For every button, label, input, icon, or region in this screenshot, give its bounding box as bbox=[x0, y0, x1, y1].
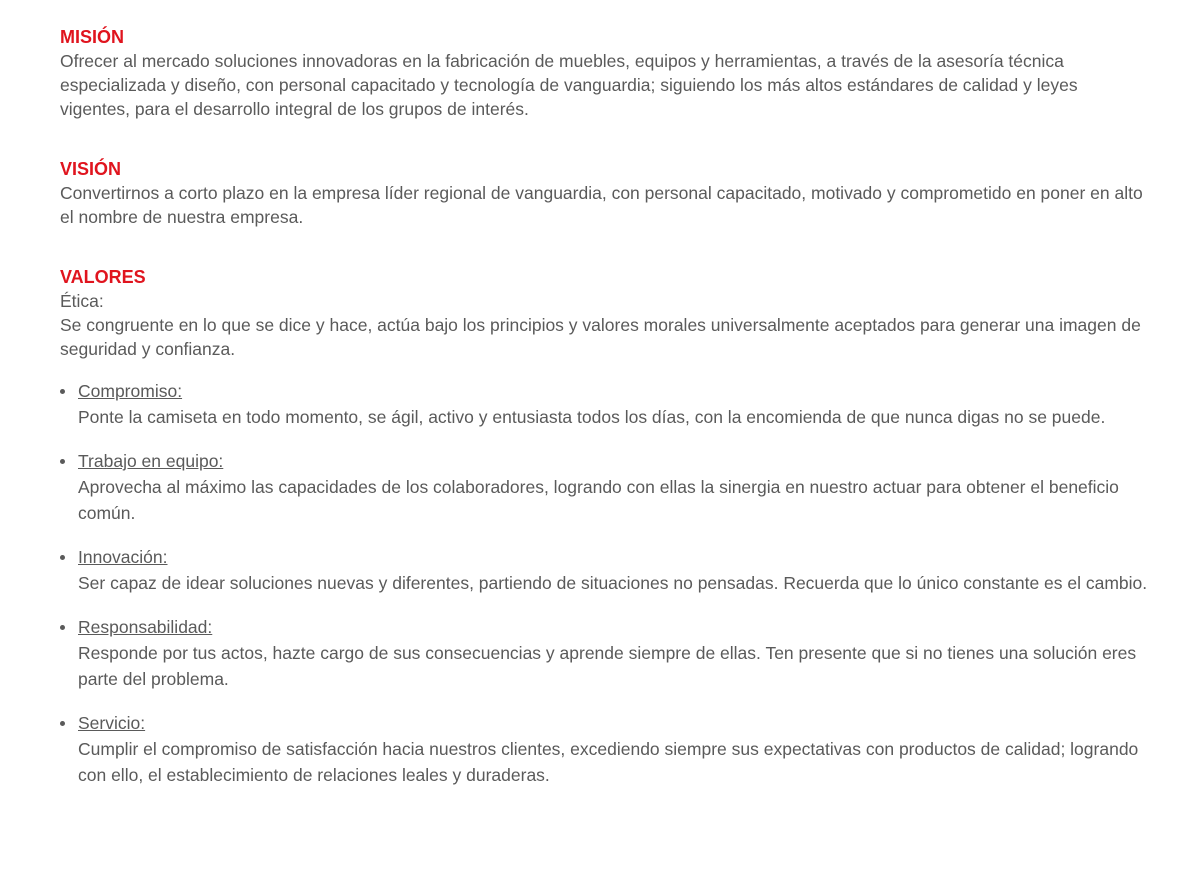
bullet-icon bbox=[60, 625, 65, 630]
value-item-trabajo-en-equipo bbox=[60, 448, 1150, 526]
vision-text: Convertirnos a corto plazo en la empresa líder regional de vanguardia, con personal capacitado, motivado y comprometido en poner en alto el nombre de nuestra empresa. bbox=[60, 183, 1143, 227]
bullet-icon bbox=[60, 721, 65, 726]
mision-heading: MISIÓN bbox=[60, 27, 125, 47]
vision-heading: VISIÓN bbox=[60, 159, 122, 179]
valores-section bbox=[60, 265, 1150, 361]
value-description: Ponte la camiseta en todo momento, se ágil, activo y entusiasta todos los días, con la encomienda de que nunca digas no se puede. bbox=[78, 407, 1106, 427]
value-item-servicio bbox=[60, 710, 1150, 788]
value-title: Responsabilidad: bbox=[78, 617, 213, 637]
mision-section bbox=[60, 25, 1150, 121]
bullet-icon bbox=[60, 555, 65, 560]
value-item-compromiso bbox=[60, 378, 1150, 430]
values-list bbox=[60, 378, 1150, 806]
value-description: Ser capaz de idear soluciones nuevas y diferentes, partiendo de situaciones no pensadas. Recuerda que lo único constante es el cambio. bbox=[78, 573, 1148, 593]
mision-text: Ofrecer al mercado soluciones innovadoras en la fabricación de muebles, equipos y herramientas, a través de la asesoría técnica especializada y diseño, con personal capacitado y tecnología de vanguardia; siguiendo los más altos estándares de calidad y leyes vigentes, para el desarrollo integral de los grupos de interés. bbox=[60, 51, 1078, 119]
value-title: Trabajo en equipo: bbox=[78, 451, 224, 471]
etica-text: Se congruente en lo que se dice y hace, actúa bajo los principios y valores morales universalmente aceptados para generar una imagen de seguridad y confianza. bbox=[60, 315, 1141, 359]
value-title: Servicio: bbox=[78, 713, 146, 733]
vision-section bbox=[60, 157, 1150, 229]
value-description: Responde por tus actos, hazte cargo de sus consecuencias y aprende siempre de ellas. Ten presente que si no tienes una solución eres parte del problema. bbox=[78, 643, 1137, 689]
bullet-icon bbox=[60, 389, 65, 394]
valores-heading: VALORES bbox=[60, 267, 146, 287]
bullet-icon bbox=[60, 459, 65, 464]
value-item-responsabilidad bbox=[60, 614, 1150, 692]
value-title: Innovación: bbox=[78, 547, 168, 567]
value-title: Compromiso: bbox=[78, 381, 183, 401]
etica-label: Ética: bbox=[60, 291, 104, 311]
value-description: Cumplir el compromiso de satisfacción hacia nuestros clientes, excediendo siempre sus expectativas con productos de calidad; logrando con ello, el establecimiento de relaciones leales y duraderas. bbox=[78, 739, 1139, 785]
value-item-innovacion bbox=[60, 544, 1150, 596]
value-description: Aprovecha al máximo las capacidades de los colaboradores, logrando con ellas la sinergia en nuestro actuar para obtener el beneficio común. bbox=[78, 477, 1119, 523]
